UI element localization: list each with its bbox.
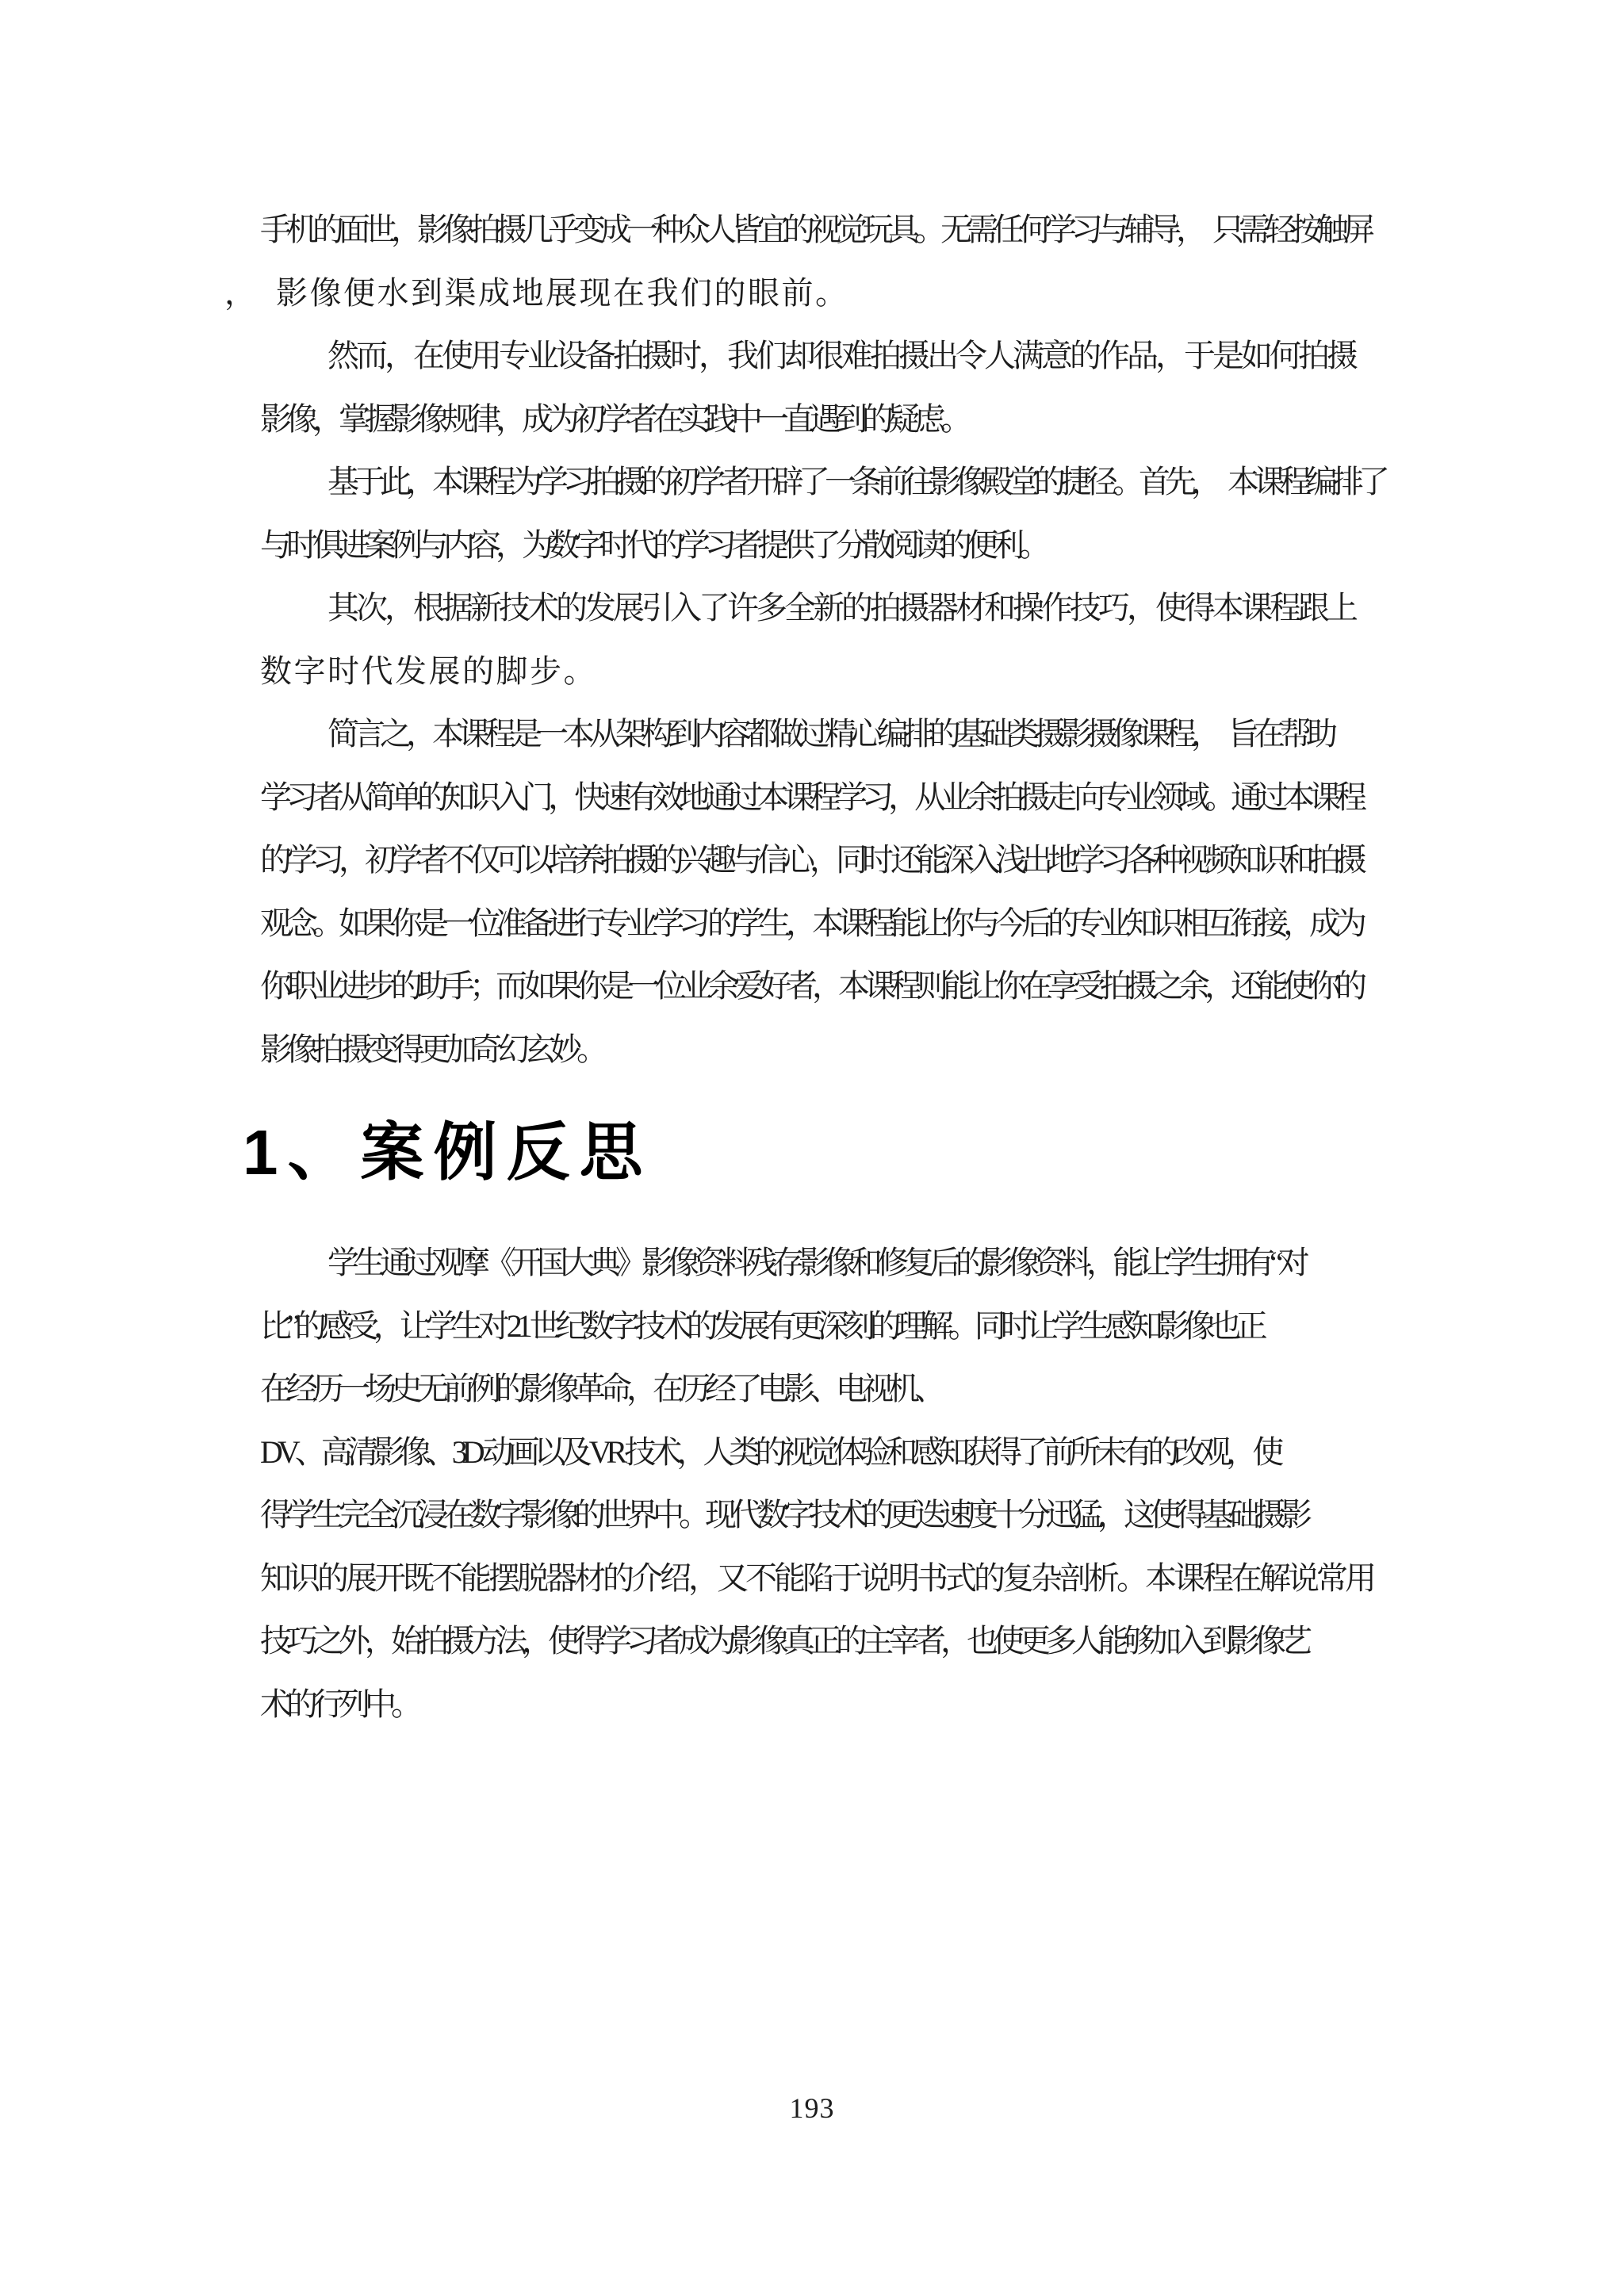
section-heading: 1、案例反思 [243, 1117, 653, 1188]
body-line: 在经历一场史无前例的影像革命，在历经了电影、电视机、 [260, 1371, 940, 1406]
body-line: 观念。如果你是一位准备进行专业学习 的学生，本课程能让你与今后的专业知识相互衔接，成为 [260, 905, 1362, 941]
page-number: 193 [789, 2092, 835, 2124]
body-line: 数字时代发展的脚步。 [260, 652, 597, 689]
body-line: 然而，在使用专业设备拍摄时，我们却很难拍摄出令人满意的作品，于是如何拍摄 [327, 338, 1355, 373]
body-line: 技巧之外，始拍摄方法，使得学习者成为影像真正的主宰者，也使更多人能够加入到影像艺 [260, 1623, 1307, 1659]
body-line: 其次，根据新技术的发展引入了许多全新的拍摄器材和操作技巧，使得本课程跟上 [327, 590, 1355, 626]
body-line: 学习者从简单的知识入门，快速有效地通过本课程学习，从业余拍摄走 向专业领域。通过本课程 [260, 779, 1362, 815]
body-line: 简言之，本课程是一本从架构到内容都做过精心编排的基础类摄影摄像课程， 旨在帮助 [327, 716, 1332, 752]
body-line: 基于此，本课程为学习拍摄的初学者开辟了一条前往影像殿堂的捷径。首先， 本课程编排了 [327, 464, 1385, 499]
body-line: 学生通过观摩《开国大典》影像资料残存影像和修复后的影像资料，能让学生拥有“对 [327, 1245, 1304, 1280]
body-line: 比”的感受，让学生对 21 世纪数字技术的发展有更深刻的理解。同时让学生感知影像也正 [260, 1307, 1262, 1344]
body-line: 得学生完全沉浸在数字影像的世界中。现代数字技术的更迭速度十分迅猛，这使得基础摄影 [260, 1497, 1307, 1533]
body-line: ， 影像便水到渠成地展现在我们的眼前。 [224, 274, 849, 311]
body-line: 与时俱进案例与内容，为数字时代的学习者提供了分散阅读的便利。 [260, 526, 1045, 563]
body-line: DV、高清影像、3D 动画以及 VR 技术，人类的视觉体验和感知获得了前所未有的改观，使 [260, 1433, 1279, 1470]
page-content [224, 198, 1402, 1735]
body-line: 知识的展开既不能摆脱器材的介绍，又不能陷于说明书式的复杂剖析。本课程在解说常用 [260, 1559, 1373, 1596]
body-line: 影像，掌握影像规律，成为初学者在实践中一直遇到的疑虑。 [260, 400, 967, 437]
body-line: 影像拍 摄变得更加奇幻玄妙。 [260, 1031, 603, 1067]
body-line: 术的行列中。 [260, 1686, 417, 1722]
body-line: 你职业进步的助手；而 如果你是一位业余爱好者，本课程则能让你在享受拍摄之余，还能使你的 [260, 968, 1362, 1004]
body-line: 的学习，初学者不仅可以培养拍摄的兴趣与信心，同时 还能深入浅出地学习各种视频知识和拍摄 [260, 842, 1362, 878]
body-line: 手机的面世，影像拍摄几乎变成一种众人皆宜的视觉玩具。无需任何学习与辅导， 只需轻按触屏 [260, 212, 1369, 247]
